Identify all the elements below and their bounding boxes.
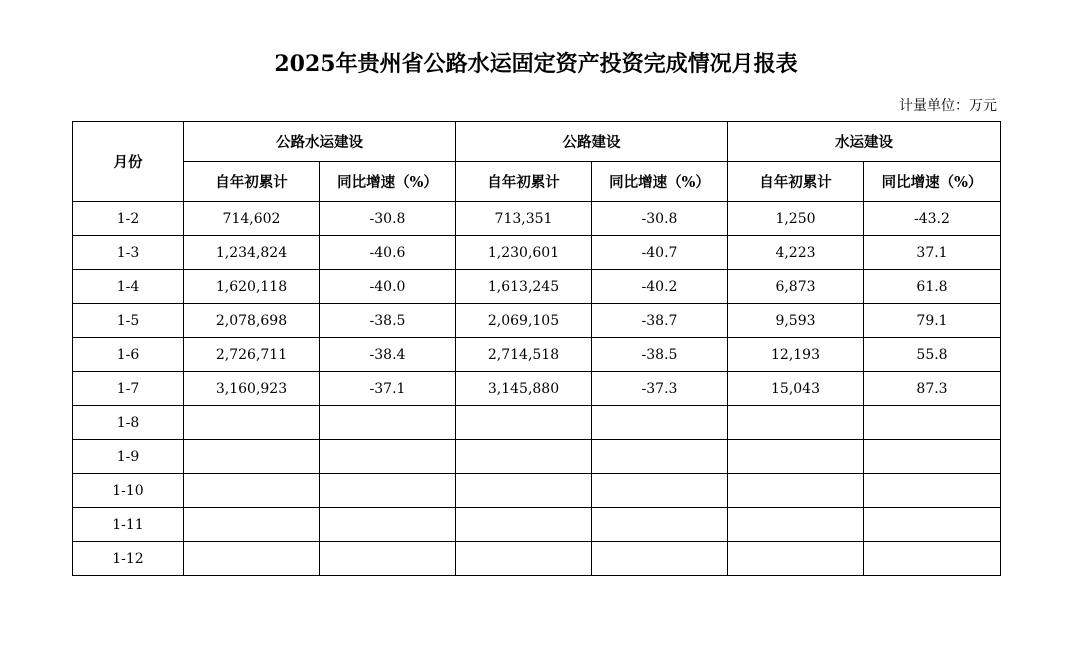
total-cumulative-cell: 1,620,118 (184, 270, 320, 304)
road-yoy-cell: -30.8 (592, 202, 728, 236)
total-cumulative-cell (184, 542, 320, 576)
road-cumulative-cell (456, 474, 592, 508)
road-cumulative-cell: 713,351 (456, 202, 592, 236)
road-yoy-cell: -40.7 (592, 236, 728, 270)
header-row-subs (73, 162, 1001, 202)
total-yoy-cell (320, 474, 456, 508)
total-cumulative-cell (184, 474, 320, 508)
water-yoy-cell: -43.2 (864, 202, 1001, 236)
report-table (72, 121, 1001, 576)
group-header-total: 公路水运建设 (184, 122, 456, 162)
road-yoy-cell: -38.7 (592, 304, 728, 338)
road-yoy-cell (592, 508, 728, 542)
water-cumulative-cell (728, 542, 864, 576)
month-cell: 1-8 (73, 406, 184, 440)
total-cumulative-cell: 3,160,923 (184, 372, 320, 406)
water-cumulative-cell: 1,250 (728, 202, 864, 236)
table-row (73, 304, 1001, 338)
header-row-groups (73, 122, 1001, 162)
total-yoy-cell: -40.0 (320, 270, 456, 304)
sub-header-cumulative: 自年初累计 (184, 162, 320, 202)
total-yoy-cell: -37.1 (320, 372, 456, 406)
water-cumulative-cell: 6,873 (728, 270, 864, 304)
group-header-water: 水运建设 (728, 122, 1001, 162)
sub-header-yoy: 同比增速（%） (320, 162, 456, 202)
road-yoy-cell (592, 440, 728, 474)
water-yoy-cell: 55.8 (864, 338, 1001, 372)
table-row (73, 542, 1001, 576)
road-yoy-cell (592, 474, 728, 508)
table-row (73, 474, 1001, 508)
water-cumulative-cell (728, 440, 864, 474)
total-cumulative-cell (184, 508, 320, 542)
total-yoy-cell (320, 406, 456, 440)
sub-header-cumulative: 自年初累计 (456, 162, 592, 202)
total-yoy-cell: -40.6 (320, 236, 456, 270)
road-yoy-cell: -40.2 (592, 270, 728, 304)
month-cell: 1-11 (73, 508, 184, 542)
month-cell: 1-7 (73, 372, 184, 406)
month-cell: 1-12 (73, 542, 184, 576)
water-cumulative-cell (728, 474, 864, 508)
water-cumulative-cell: 15,043 (728, 372, 864, 406)
water-cumulative-cell (728, 508, 864, 542)
road-yoy-cell (592, 406, 728, 440)
table-row (73, 440, 1001, 474)
water-yoy-cell (864, 406, 1001, 440)
table-row (73, 270, 1001, 304)
road-cumulative-cell: 3,145,880 (456, 372, 592, 406)
water-yoy-cell: 79.1 (864, 304, 1001, 338)
road-yoy-cell (592, 542, 728, 576)
water-yoy-cell (864, 508, 1001, 542)
road-cumulative-cell: 2,069,105 (456, 304, 592, 338)
page-title: 2025年贵州省公路水运固定资产投资完成情况月报表 (274, 51, 798, 77)
total-cumulative-cell: 1,234,824 (184, 236, 320, 270)
road-cumulative-cell (456, 406, 592, 440)
unit-label: 计量单位：万元 (899, 98, 997, 114)
road-cumulative-cell (456, 508, 592, 542)
total-yoy-cell: -38.4 (320, 338, 456, 372)
month-cell: 1-3 (73, 236, 184, 270)
water-yoy-cell: 37.1 (864, 236, 1001, 270)
total-yoy-cell (320, 440, 456, 474)
month-cell: 1-9 (73, 440, 184, 474)
total-yoy-cell: -38.5 (320, 304, 456, 338)
road-cumulative-cell (456, 440, 592, 474)
month-cell: 1-6 (73, 338, 184, 372)
water-yoy-cell (864, 474, 1001, 508)
month-cell: 1-2 (73, 202, 184, 236)
sub-header-cumulative: 自年初累计 (728, 162, 864, 202)
month-header: 月份 (73, 122, 184, 202)
total-cumulative-cell (184, 406, 320, 440)
month-cell: 1-4 (73, 270, 184, 304)
water-yoy-cell (864, 542, 1001, 576)
table-row (73, 236, 1001, 270)
water-yoy-cell: 87.3 (864, 372, 1001, 406)
water-cumulative-cell: 12,193 (728, 338, 864, 372)
sub-header-yoy: 同比增速（%） (864, 162, 1001, 202)
water-cumulative-cell: 4,223 (728, 236, 864, 270)
water-yoy-cell: 61.8 (864, 270, 1001, 304)
road-yoy-cell: -38.5 (592, 338, 728, 372)
sub-header-yoy: 同比增速（%） (592, 162, 728, 202)
total-cumulative-cell: 714,602 (184, 202, 320, 236)
water-cumulative-cell (728, 406, 864, 440)
total-yoy-cell (320, 542, 456, 576)
table-row (73, 338, 1001, 372)
water-yoy-cell (864, 440, 1001, 474)
road-cumulative-cell (456, 542, 592, 576)
road-yoy-cell: -37.3 (592, 372, 728, 406)
group-header-road: 公路建设 (456, 122, 728, 162)
road-cumulative-cell: 1,230,601 (456, 236, 592, 270)
month-cell: 1-5 (73, 304, 184, 338)
road-cumulative-cell: 2,714,518 (456, 338, 592, 372)
total-cumulative-cell (184, 440, 320, 474)
table-body (73, 202, 1001, 576)
total-cumulative-cell: 2,078,698 (184, 304, 320, 338)
table-row (73, 372, 1001, 406)
total-yoy-cell (320, 508, 456, 542)
table-row (73, 202, 1001, 236)
total-yoy-cell: -30.8 (320, 202, 456, 236)
total-cumulative-cell: 2,726,711 (184, 338, 320, 372)
water-cumulative-cell: 9,593 (728, 304, 864, 338)
month-cell: 1-10 (73, 474, 184, 508)
table-row (73, 406, 1001, 440)
table-row (73, 508, 1001, 542)
road-cumulative-cell: 1,613,245 (456, 270, 592, 304)
